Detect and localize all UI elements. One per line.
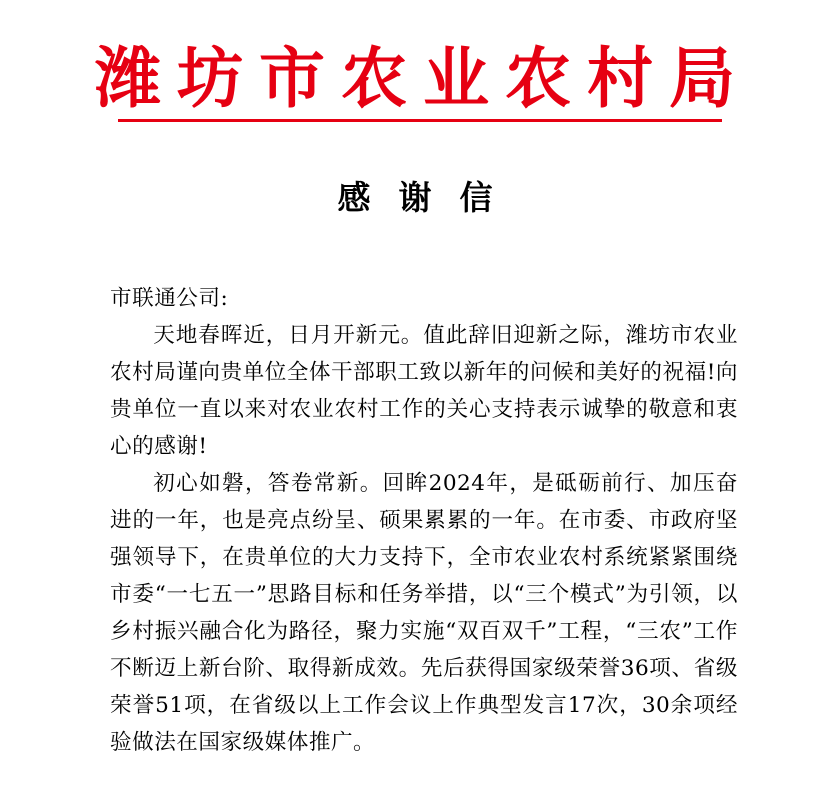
letter-salutation: 市联通公司: [110,286,229,311]
letterhead-red-rule [118,119,722,122]
letter-title: 感谢信 [337,178,521,217]
letter-paragraph: 初心如磐，答卷常新。回眸2024年，是砥砺前行、加压奋进的一年，也是亮点纷呈、硕果累累的一年。在市委、市政府坚强领导下，在贵单位的大力支持下，全市农业农村系统紧紧围绕市委“一七五一”思路目标和任务举措，以“三个模式”为引领，以乡村振兴融合化为路径，聚力实施“双百双千”工程，“三农”工作不断迈上新台阶、取得新成效。先后获得国家级荣誉36项、省级荣誉51项，在省级以上工作会议上作典型发言17次，30余项经验做法在国家级媒体推广。 [110,471,738,755]
letter-body [110,280,738,761]
letter-paragraph: 天地春晖近，日月开新元。值此辞旧迎新之际，潍坊市农业农村局谨向贵单位全体干部职工致以新年的问候和美好的祝福!向贵单位一直以来对农业农村工作的关心支持表示诚挚的敬意和衷心的感谢! [110,323,738,459]
letterhead-org-name: 潍坊市农业农村局 [95,39,751,117]
